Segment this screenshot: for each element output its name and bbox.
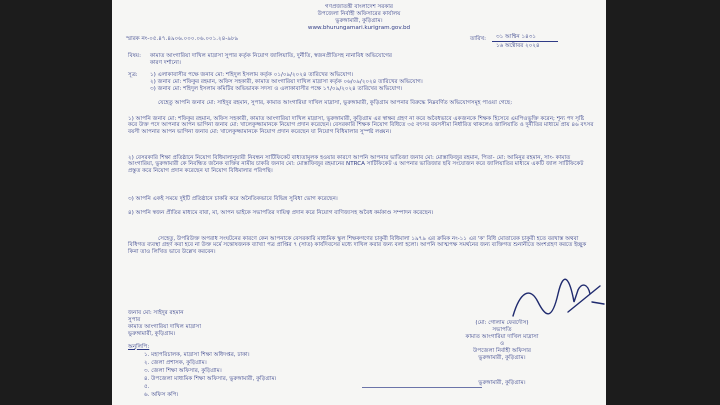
date-label: তারিখ: [470,36,487,42]
header-office: উপজেলা নির্বাহী অফিসারের কার্যালয় [317,11,401,17]
copy-item: ৩. জেলা শিক্ষা অফিসার, কুড়িগ্রাম। [144,368,222,374]
footer-place: ভুরুঙ্গামারী, কুড়িগ্রাম। [478,380,526,386]
copies-label: অনুলিপি: [128,344,150,350]
copy-item: ৬. অফিস কপি। [144,392,179,398]
reference-item: ২) জনাব মো: শফিকুর রহমান, অফিস সহকারী, কামাত আংগারিয়া দাখিল মাদ্রাসা কর্তৃক ০৬/০৯/২০২৪ তারিখের অভিযোগ। [150,79,423,85]
copy-item: ২. জেলা প্রশাসক, কুড়িগ্রাম। [144,360,207,366]
subject-line-2: কারণ দর্শানো। [150,60,181,66]
copy-item: ১. মহাপরিচালক, মাদ্রাসা শিক্ষা অধিদপ্তর, ঢাকা। [144,352,250,358]
letter-page [112,0,606,405]
reference-item: ৩) জনাব মো: শহিদুল ইসলাম কমিটির অভিভাবক সদস্য ও এলাকাবাসীর পক্ষে ১৭/০৯/২০২৪ তারিখের অভিযোগ। [150,86,403,92]
header-place: ভুরুঙ্গামারী, কুড়িগ্রাম। [335,18,383,24]
reference-item: ১) এলাকাবাসীর পক্ষে জনাব মো: শহিদুল ইসলাম কর্তৃক ০১/০৯/২০২৪ তারিখের অভিযোগ। [150,72,354,78]
signatory-title: সভাপতি [492,327,512,333]
left-dark-margin [0,0,112,405]
recipient-line: কামাত আংগারিয়া দাখিল মাদ্রাসা [128,324,201,330]
signatory-title: উপজেলা নির্বাহী অফিসার [473,348,531,354]
footer-signature-line [362,387,482,388]
allegation-1: ১) আপনি জনাব মো: শফিকুর রহমান, অফিস সহকারী, কামাত আংগারিয়া দাখিল মাদ্রাসা, ভুরুঙ্গামারী, কুড়িগ্রাম এর স্বাক্ষর গ্রহণ না করে অবৈধভাবে একজনকে শিক্ষক হিসেবে এমপিওভুক্তি করেন; শূন্য পদ সৃষ্টি করে উক্ত পদে আপনার আপন ভাগিনা জনাব মো: খালেকুজ্জামানকে নিয়োগ প্রদান করেছেন। বেসরকারি শিক্ষক নিয়োগ বিধিতে ৩৫ বৎসর বয়সসীমা নির্ধারিত থাকলেও জালিয়াতি ও দুর্নীতির মাধ্যমে প্রায় ৪৬ বৎসর বয়সী আপনার আপন ভাগিনা জনাব মো: খালেকুজ্জামানকে নিয়োগ প্রদান করেছেন যা নিয়োগ বিধিমালার সুস্পষ্ট লঙ্ঘন। [128,116,594,135]
date-divider [492,41,558,42]
date-bangla: ৩১ আশ্বিন ১৪৩১ [496,34,537,40]
allegation-2: ২) বেসরকারি শিক্ষা প্রতিষ্ঠানে নিয়োগ বিধিমালানুযায়ী নিবন্ধন সার্টিফিকেট বাধ্যতামূলক হওয়ার কারণে আপনি আপনার ভাতিজা জনাব মো: মোস্তাফিজুর রহমান, পিতা- মো: আমিনুর রহমান, সাং- কামাত আংগারিয়া, ভুরুঙ্গামারী কে নিবন্ধিত জনৈক ব্যক্তির নামীয় চাকরি জনাব মো: মোস্তাফিজুর রহমানের NTRCA সার্টিফিকেট এ আপনার ভাতিজার ছবি সংযোজন করে জালিয়াতির মাধ্যমে একটি জাল সার্টিফিকেট প্রস্তুত করে নিয়োগ প্রদান করেছেন যা নিয়োগ বিধিমালার পরিপন্থি। [128,155,584,174]
signatory-name: (মো: গোলাম ফেরদৌস) [475,320,529,326]
conclusion-paragraph: সেহেতু, উপরিউক্ত অপরাধ সংঘটনের কারণে কেন আপনাকে বেসরকারি মাধ্যমিক স্কুল শিক্ষকগণের চাকুরী বিধিমালা ১৯৭৯ এর ক্রমিক নং-১১ এর 'ক' বিধি মোতাবেক চাকুরী হতে বরখাস্ত অথবা বিধিগত ব্যবস্থা গ্রহণ করা হবে না উক্ত মর্মে সন্তোষজনক ব্যাখ্যা পত্র প্রাপ্তির ৭ (সাত) কার্যদিবসের মধ্যে দাখিল করার জন্য বলা হলো। আপনি আত্মপক্ষ সমর্থনের জন্য ব্যক্তিগত শুনানীতে অংশগ্রহণ করতে ইচ্ছুক কিনা তাও লিখিত ভাবে উল্লেখ করবেন। [128,236,587,255]
signatory-title: কামাত আংগারিয়া দাখিল মাদ্রাসা [465,334,539,340]
reference-label: সূত্র: [128,72,138,78]
header-govt: গণপ্রজাতন্ত্রী বাংলাদেশ সরকার [325,4,393,10]
recipient-line: জনাব মো: সাইদুর রহমান [128,310,184,316]
header-website[interactable]: www.bhurungamari.kurigram.gov.bd [307,25,411,31]
date-english: ১৬ অক্টোবর ২০২৪ [496,43,540,49]
allegation-4: ৪) আপনি স্বজন প্রীতির মাধ্যমে বাবা, মা, আপন ভাইকে সভাপতির দায়িত্ব প্রদান করে নিয়োগ বাণিজ্যসহ অবৈধ কর্মকাণ্ড সম্পাদন করেছেন। [128,210,434,216]
right-dark-margin [606,0,720,405]
subject-label: বিষয়: [128,53,141,59]
allegation-3: ৩) আপনি একই সময়ে দুইটি প্রতিষ্ঠানে চাকরি করে অনৈতিকভাবে বিভিন্ন সুবিধা ভোগ করেছেন। [128,196,338,202]
recipient-line: সুপার [128,317,141,323]
copy-item: ৪. উপজেলা মাধ্যমিক শিক্ষা অফিসার, ভুরুঙ্গামারী, কুড়িগ্রাম। [144,376,277,382]
subject-line-1: কামাত আংগারিয়া দাখিল মাদ্রাসা সুপার কর্তৃক নিয়োগ জালিয়াতি, দুর্নীতি, স্বজনপ্রীতিসহ নানাবিধ অভিযোগের [150,53,392,59]
signatory-title: ও [499,341,505,347]
copy-item: ৫. [144,384,150,390]
signatory-title: ভুরুঙ্গামারী, কুড়িগ্রাম। [478,355,526,361]
intro-paragraph: যেহেতু আপনি জনাব মো: সাইদুর রহমান, সুপার, কামাত আংগারিয়া দাখিল মাদ্রাসা, ভুরুঙ্গামারী, কুড়িগ্রাম আপনার বিরুদ্ধে নিম্নবর্ণিত অভিযোগসমূহ পাওয়া গেছে: [158,100,513,106]
recipient-line: ভুরুঙ্গামারী, কুড়িগ্রাম। [128,331,176,337]
memo-number: স্মারক নং-০৫.৪৭.৪৯০৬.০০০.০৬.০০১.২৪-৯৮৯ [126,36,239,42]
